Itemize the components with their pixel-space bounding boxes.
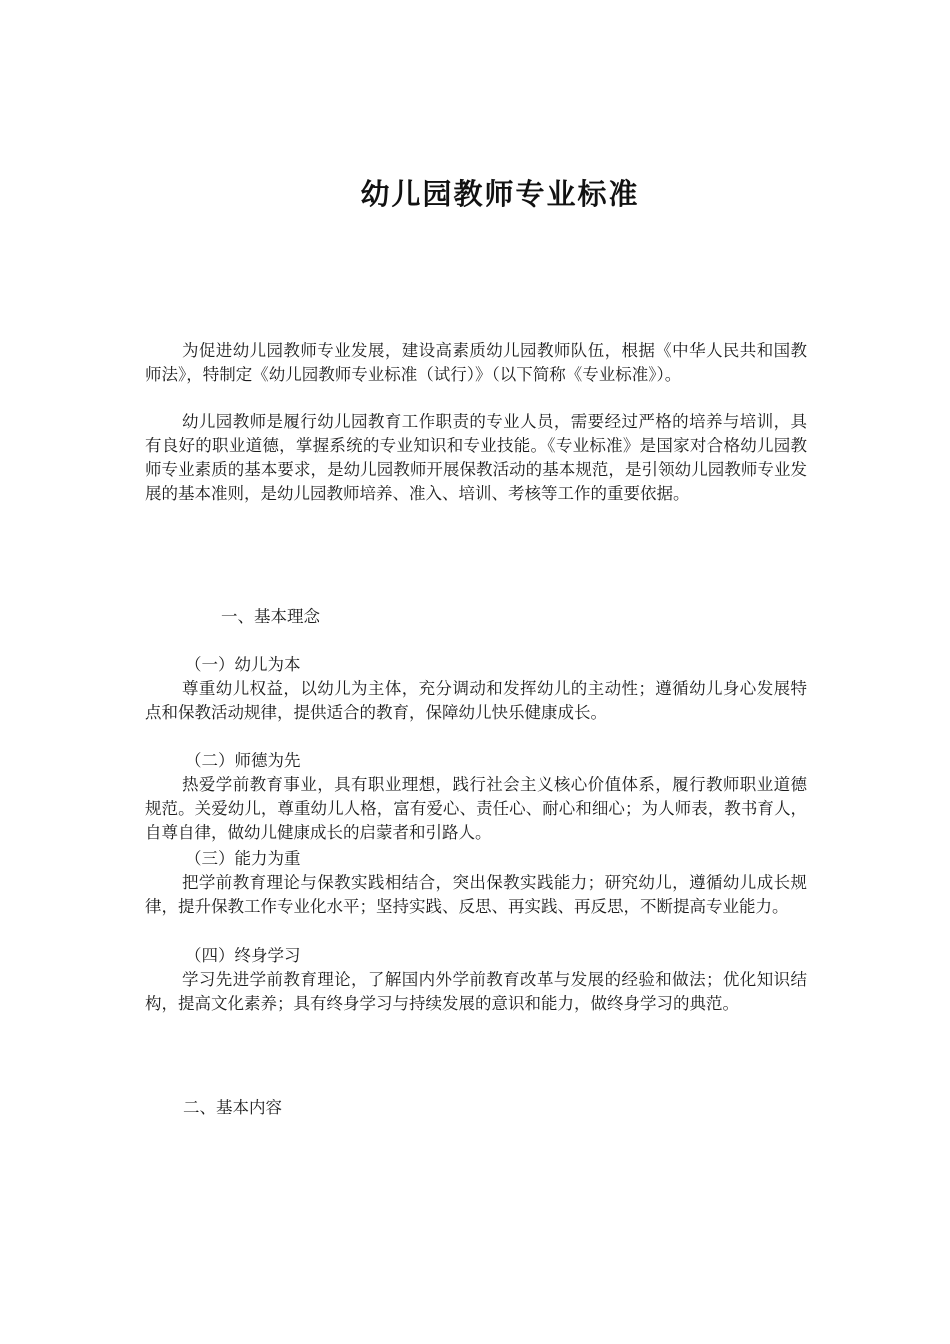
principle-text-1: 尊重幼儿权益，以幼儿为主体，充分调动和发挥幼儿的主动性；遵循幼儿身心发展特点和保教活动规律，提供适合的教育，保障幼儿快乐健康成长。 [145, 679, 807, 722]
principle-label-4: （四）终身学习 [185, 946, 301, 965]
principle-text-2: 热爱学前教育事业，具有职业理想，践行社会主义核心价值体系，履行教师职业道德规范。关爱幼儿，尊重幼儿人格，富有爱心、责任心、耐心和细心；为人师表，教书育人，自尊自律，做幼儿健康成长的启蒙者和引路人。 [145, 775, 807, 842]
intro-paragraph-2: 幼儿园教师是履行幼儿园教育工作职责的专业人员，需要经过严格的培养与培训，具有良好的职业道德，掌握系统的专业知识和专业技能。《专业标准》是国家对合格幼儿园教师专业素质的基本要求，是幼儿园教师开展保教活动的基本规范，是引领幼儿园教师专业发展的基本准则，是幼儿园教师培养、准入、培训、考核等工作的重要依据。 [145, 412, 807, 503]
principle-text-4: 学习先进学前教育理论，了解国内外学前教育改革与发展的经验和做法；优化知识结构，提高文化素养；具有终身学习与持续发展的意识和能力，做终身学习的典范。 [145, 970, 807, 1013]
intro-paragraph-1: 为促进幼儿园教师专业发展，建设高素质幼儿园教师队伍，根据《中华人民共和国教师法》，特制定《幼儿园教师专业标准（试行）》（以下简称《专业标准》）。 [145, 341, 807, 384]
principle-label-3: （三）能力为重 [185, 849, 301, 868]
principle-text-3: 把学前教育理论与保教实践相结合，突出保教实践能力；研究幼儿，遵循幼儿成长规律，提升保教工作专业化水平；坚持实践、反思、再实践、再反思，不断提高专业能力。 [145, 873, 807, 916]
principle-label-1: （一）幼儿为本 [185, 655, 301, 674]
section-heading-basic-principles: 一、基本理念 [221, 607, 320, 626]
section-heading-basic-content: 二、基本内容 [183, 1098, 282, 1117]
principle-label-2: （二）师德为先 [185, 751, 301, 770]
document-title: 幼儿园教师专业标准 [360, 177, 640, 211]
